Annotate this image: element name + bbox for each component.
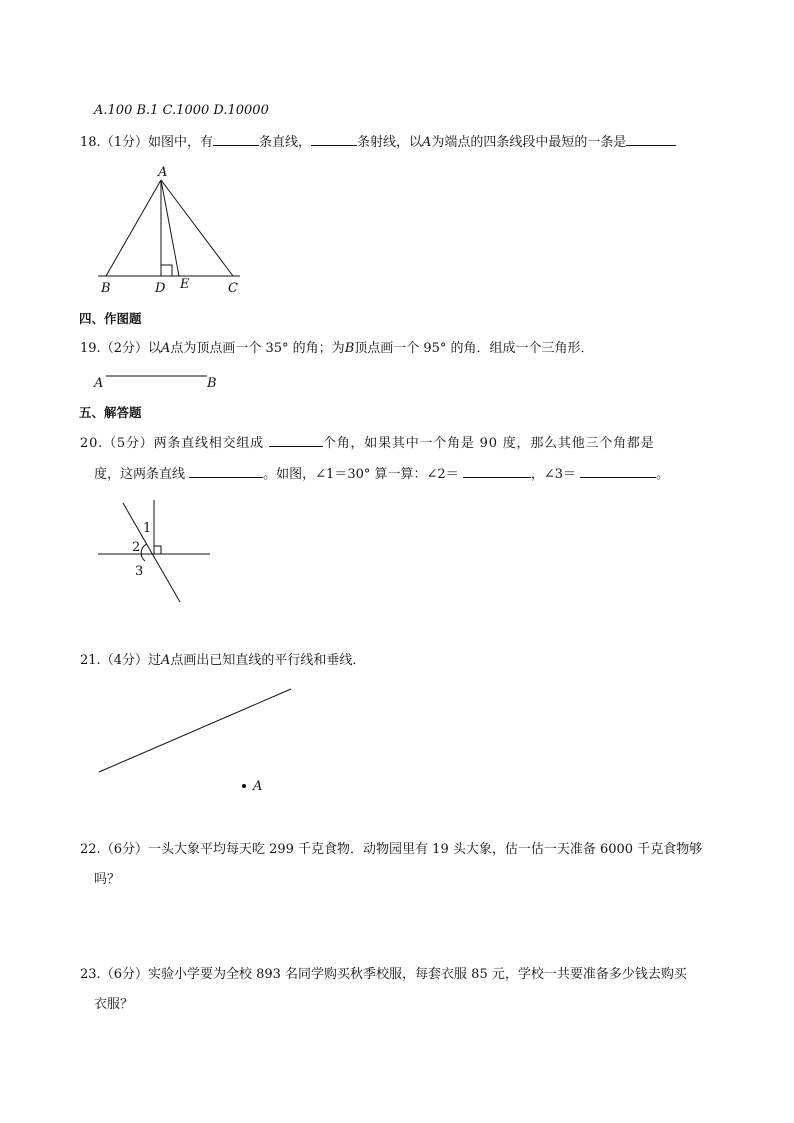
q20-label-1: 1 [143, 521, 152, 536]
q20-line2-d: 。 [656, 467, 670, 482]
q21-given-line [99, 689, 291, 772]
q20-score: （5分） [103, 436, 154, 451]
q20-right-angle-mark [154, 546, 161, 554]
q19-text-c: 顶点画一个 95° 的角．组成一个三角形． [354, 341, 594, 356]
q18-text-d: 为端点的四条线段中最短的一条是 [431, 135, 627, 150]
q22-number: 22. [80, 842, 101, 857]
q19-var-a: A [160, 341, 171, 356]
q21-text [80, 652, 365, 670]
q18-number: 18. [80, 135, 101, 150]
q23-score: （6分） [100, 967, 148, 982]
q23-number: 23. [80, 967, 101, 982]
q18-score: （1分） [100, 135, 148, 150]
q20-angle2-arc [141, 544, 147, 561]
q20-line2-b: 。如图，∠1＝30° 算一算：∠2＝ [263, 467, 459, 482]
q21-point-a [242, 784, 246, 788]
q19-text-a: 以 [147, 341, 161, 356]
q18-label-c: C [228, 281, 238, 296]
q22-line-2: 吗？ [94, 872, 121, 887]
q20-line2-a: 度，这两条直线 [94, 467, 186, 482]
q18-var-a: A [422, 135, 432, 150]
section-4-title: 四、作图题 [79, 311, 142, 326]
q18-segment-ac [161, 180, 233, 276]
q19-text [80, 340, 594, 358]
q17-options: A.100 B.1 C.1000 D.10000 [94, 103, 269, 118]
q23-line-2: 衣服？ [94, 997, 134, 1012]
q20-blank-2[interactable] [189, 465, 263, 478]
q23-line1: 实验小学要为全校 893 名同学购买秋季校服，每套衣服 85 元，学校一共要准备多少钱去购买 [147, 967, 687, 982]
q21-label-a: A [253, 779, 263, 794]
q23-line-1 [80, 966, 687, 984]
q18-label-a: A [158, 165, 168, 180]
q18-label-b: B [101, 281, 111, 296]
q21-number: 21. [80, 653, 101, 668]
q19-label-b: B [207, 376, 217, 391]
q18-label-e: E [180, 277, 190, 292]
q22-score: （6分） [100, 842, 148, 857]
q20-line-2 [94, 465, 669, 484]
q20-label-3: 3 [135, 564, 144, 579]
q18-figure [98, 180, 240, 276]
q21-text-b: 点画出已知直线的平行线和垂线． [170, 653, 366, 668]
q20-number: 20. [80, 436, 104, 451]
q18-right-angle-mark [161, 265, 172, 276]
q19-score: （2分） [100, 341, 148, 356]
q20-line1-b: 个角，如果其中一个角是 90 度，那么其他三个角都是 [322, 436, 655, 451]
q18-text-c: 条射线，以 [357, 135, 423, 150]
q18-segment-ab [106, 180, 161, 276]
q21-text-a: 过 [147, 653, 161, 668]
q18-label-d: D [155, 281, 166, 296]
q19-var-b: B [344, 341, 355, 356]
q20-figure [98, 500, 210, 602]
q19-number: 19. [80, 341, 101, 356]
q19-label-a: A [94, 376, 104, 391]
q20-blank-1[interactable] [269, 434, 323, 447]
q21-score: （4分） [100, 653, 148, 668]
q20-line2-c: ，∠3＝ [530, 467, 576, 482]
q18-segment-ae [161, 180, 179, 276]
q20-line1-a: 两条直线相交组成 [153, 436, 264, 451]
q19-text-b: 点为顶点画一个 35° 的角；为 [170, 341, 345, 356]
q20-blank-3[interactable] [463, 465, 531, 478]
q20-line-1 [80, 434, 655, 453]
q21-var-a: A [160, 653, 171, 668]
q20-blank-4[interactable] [580, 465, 656, 478]
section-5-title: 五、解答题 [79, 405, 142, 420]
q20-label-2: 2 [132, 540, 141, 555]
q22-line-1 [80, 841, 702, 859]
q22-line1: 一头大象平均每天吃 299 千克食物．动物园里有 19 头大象，估一估一天准备 6000 千克食物够 [147, 842, 703, 857]
q18-text-a: 如图中，有 [147, 135, 213, 150]
q18-text-b: 条直线， [258, 135, 311, 150]
